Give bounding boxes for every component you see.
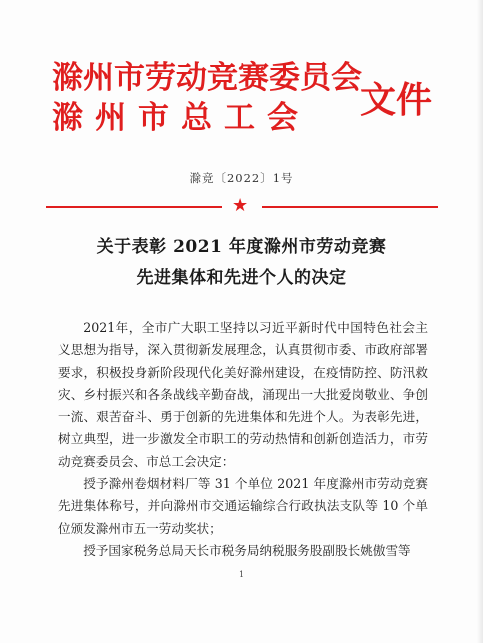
title-line-1: 关于表彰 2021 年度滁州市劳动竞赛	[96, 237, 387, 257]
page-number: 1	[238, 570, 245, 579]
page-edge	[477, 0, 483, 643]
issuer-line-2: 滁州市总工会	[52, 100, 310, 136]
star-icon: ★	[232, 195, 249, 216]
paragraph-1: 2021年，全市广大职工坚持以习近平新时代中国特色社会主义思想为指导，深入贯彻新发展理念，认真贯彻市委、市政府部署要求，积极投身新阶段现代化美好滁州建设，在疫情防控、防汛救灾、乡村振兴和各条战线辛勤奋战，涌现出一大批爱岗敬业、争创一流、艰苦奋斗、勇于创新的先进集体和先进个人。为表彰先进，树立典型，进一步激发全市职工的劳动热情和创新创造活力，市劳动竞赛委员会、市总工会决定：	[58, 320, 428, 469]
red-header	[30, 52, 460, 162]
document-word: 文件	[360, 79, 433, 121]
red-divider	[46, 195, 438, 216]
body-text	[58, 317, 428, 562]
divider-line-left	[46, 206, 222, 208]
paragraph-2: 授予滁州卷烟材料厂等 31 个单位 2021 年度滁州市劳动竞赛先进集体称号，并向滁州市交通运输综合行政执法支队等 10 个单位颁发滁州市五一劳动奖状；	[58, 476, 428, 536]
issuer-line-1: 滁州市劳动竞赛委员会	[52, 60, 362, 96]
paragraph-3: 授予国家税务总局天长市税务局纳税服务股副股长姚傲雪等	[83, 542, 411, 558]
document-number: 滁竞〔2022〕1号	[189, 171, 294, 185]
divider-line-right	[262, 206, 438, 208]
title-line-2: 先进集体和先进个人的决定	[136, 268, 347, 288]
